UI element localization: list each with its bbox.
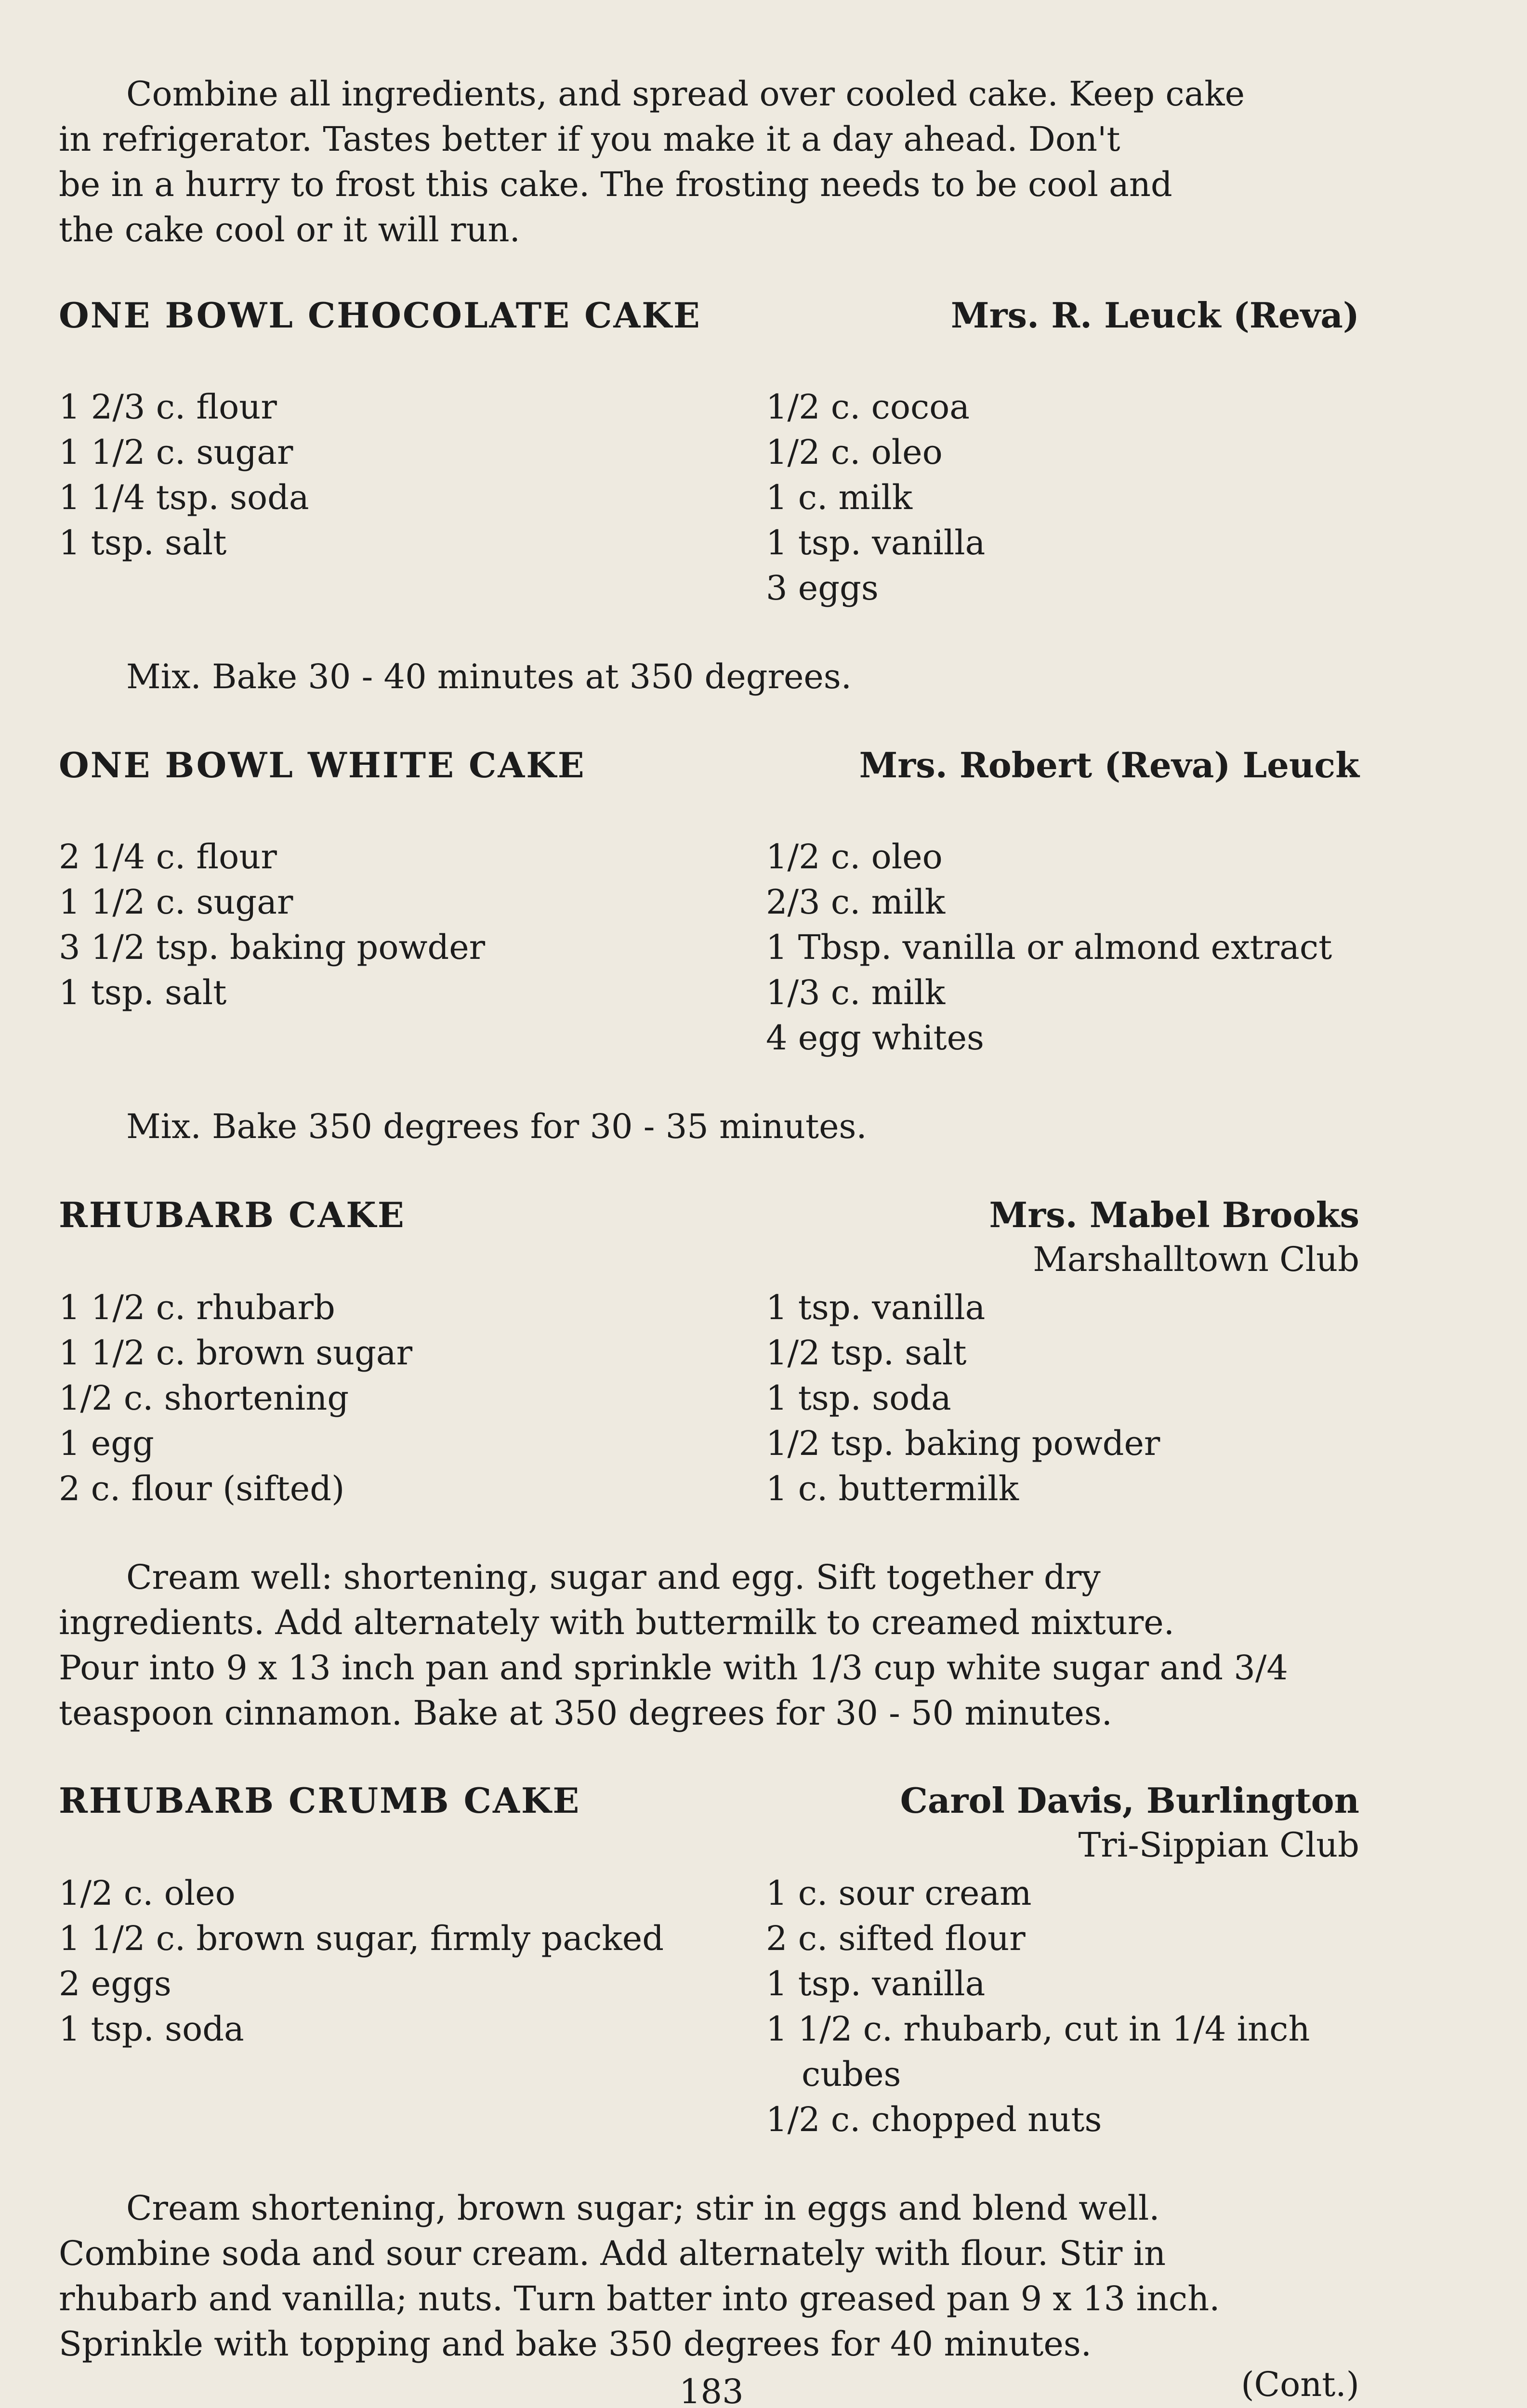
- recipe-heading: [59, 1780, 1359, 1828]
- text-line: Combine soda and sour cream. Add alternately with flour. Stir in: [59, 2234, 1166, 2273]
- ingredient: 1 1/4 tsp. soda: [59, 478, 309, 517]
- ingredient: 2 c. sifted flour: [766, 1919, 1026, 1958]
- text-line: Cream well: shortening, sugar and egg. Sift together dry: [126, 1557, 1101, 1597]
- ingredient: cubes: [802, 2055, 901, 2094]
- ingredient: 3 eggs: [766, 568, 879, 608]
- recipe-title: RHUBARB CRUMB CAKE: [59, 1780, 581, 1821]
- ingredient: 1 1/2 c. sugar: [59, 432, 293, 472]
- ingredient: 1 1/2 c. rhubarb: [59, 1288, 335, 1327]
- recipe-author: Mrs. Robert (Reva) Leuck: [859, 745, 1359, 785]
- continued-label: (Cont.): [1241, 2365, 1359, 2404]
- recipe-directions: [59, 1555, 1427, 1736]
- ingredients-right: [766, 1871, 1310, 2142]
- ingredient: 4 egg whites: [766, 1018, 984, 1058]
- recipe-heading: [59, 745, 1359, 793]
- recipe-title: ONE BOWL WHITE CAKE: [59, 745, 586, 785]
- text-line: Pour into 9 x 13 inch pan and sprinkle with 1/3 cup white sugar and 3/4: [59, 1648, 1288, 1688]
- ingredient: 1 tsp. vanilla: [766, 523, 986, 563]
- ingredient: 1 1/2 c. rhubarb, cut in 1/4 inch: [766, 2009, 1310, 2049]
- recipe-author: Mrs. R. Leuck (Reva): [950, 295, 1359, 336]
- text-line: teaspoon cinnamon. Bake at 350 degrees for 30 - 50 minutes.: [59, 1693, 1112, 1733]
- text-line: in refrigerator. Tastes better if you make it a day ahead. Don't: [59, 119, 1120, 159]
- ingredient: 2 c. flour (sifted): [59, 1469, 345, 1508]
- text-line: rhubarb and vanilla; nuts. Turn batter into greased pan 9 x 13 inch.: [59, 2279, 1220, 2318]
- recipe-heading: [59, 1194, 1359, 1243]
- ingredient: 1/2 tsp. salt: [766, 1333, 967, 1373]
- ingredient: 2 eggs: [59, 1964, 171, 2003]
- recipe-author: Mrs. Mabel Brooks: [989, 1194, 1359, 1235]
- text-line: ingredients. Add alternately with buttermilk to creamed mixture.: [59, 1603, 1174, 1642]
- ingredient: 1/2 c. oleo: [766, 432, 943, 472]
- ingredient: 1/2 c. cocoa: [766, 387, 970, 427]
- ingredient: 1/2 tsp. baking powder: [766, 1424, 1160, 1463]
- page-number: 183: [679, 2372, 744, 2408]
- ingredient: 1 Tbsp. vanilla or almond extract: [766, 928, 1332, 967]
- ingredient: 2/3 c. milk: [766, 882, 946, 922]
- recipe-title: RHUBARB CAKE: [59, 1194, 406, 1235]
- text-line: Combine all ingredients, and spread over cooled cake. Keep cake: [126, 74, 1245, 114]
- recipe-title: ONE BOWL CHOCOLATE CAKE: [59, 295, 701, 336]
- ingredient: 1 egg: [59, 1424, 154, 1463]
- text-line: Sprinkle with topping and bake 350 degrees for 40 minutes.: [59, 2324, 1092, 2364]
- ingredient: 1 1/2 c. brown sugar, firmly packed: [59, 1919, 664, 1958]
- ingredient: 1/2 c. shortening: [59, 1378, 349, 1418]
- intro-paragraph: [59, 71, 1427, 252]
- ingredient: 1 tsp. vanilla: [766, 1964, 986, 2003]
- text-line: Cream shortening, brown sugar; stir in eggs and blend well.: [126, 2188, 1160, 2228]
- recipe-directions: [59, 1104, 1427, 1149]
- ingredient: 1 tsp. soda: [766, 1378, 951, 1418]
- ingredient: 1/2 c. chopped nuts: [766, 2100, 1102, 2139]
- ingredient: 1 c. sour cream: [766, 1873, 1032, 1913]
- ingredients-right: [766, 384, 985, 611]
- ingredient: 1 c. buttermilk: [766, 1469, 1019, 1508]
- ingredient: 1 tsp. salt: [59, 973, 227, 1012]
- ingredients-right: [766, 1285, 1160, 1511]
- text-line: be in a hurry to frost this cake. The frosting needs to be cool and: [59, 165, 1172, 204]
- ingredient: 1/2 c. oleo: [59, 1873, 236, 1913]
- ingredient: 1 c. milk: [766, 478, 913, 517]
- recipe-directions: [59, 2186, 1427, 2367]
- recipe-club: Marshalltown Club: [1033, 1240, 1359, 1279]
- text-line: the cake cool or it will run.: [59, 210, 520, 249]
- ingredient: 3 1/2 tsp. baking powder: [59, 928, 486, 967]
- ingredient: 1 1/2 c. sugar: [59, 882, 293, 922]
- text-line: Mix. Bake 30 - 40 minutes at 350 degrees.: [126, 657, 852, 696]
- recipe-author: Carol Davis, Burlington: [900, 1780, 1359, 1821]
- ingredient: 1/3 c. milk: [766, 973, 946, 1012]
- ingredients-left: [59, 384, 309, 565]
- ingredient: 2 1/4 c. flour: [59, 837, 277, 877]
- ingredient: 1 tsp. vanilla: [766, 1288, 986, 1327]
- recipe-directions: [59, 654, 1427, 699]
- ingredient: 1 2/3 c. flour: [59, 387, 277, 427]
- ingredients-left: [59, 1871, 664, 2052]
- ingredient: 1 tsp. soda: [59, 2009, 244, 2049]
- ingredients-right: [766, 834, 1332, 1060]
- ingredients-left: [59, 834, 485, 1015]
- ingredient: 1 1/2 c. brown sugar: [59, 1333, 413, 1373]
- ingredient: 1 tsp. salt: [59, 523, 227, 563]
- recipe-club: Tri-Sippian Club: [1078, 1825, 1359, 1865]
- ingredients-left: [59, 1285, 412, 1511]
- text-line: Mix. Bake 350 degrees for 30 - 35 minutes.: [126, 1107, 867, 1146]
- ingredient: 1/2 c. oleo: [766, 837, 943, 877]
- recipe-heading: [59, 295, 1359, 343]
